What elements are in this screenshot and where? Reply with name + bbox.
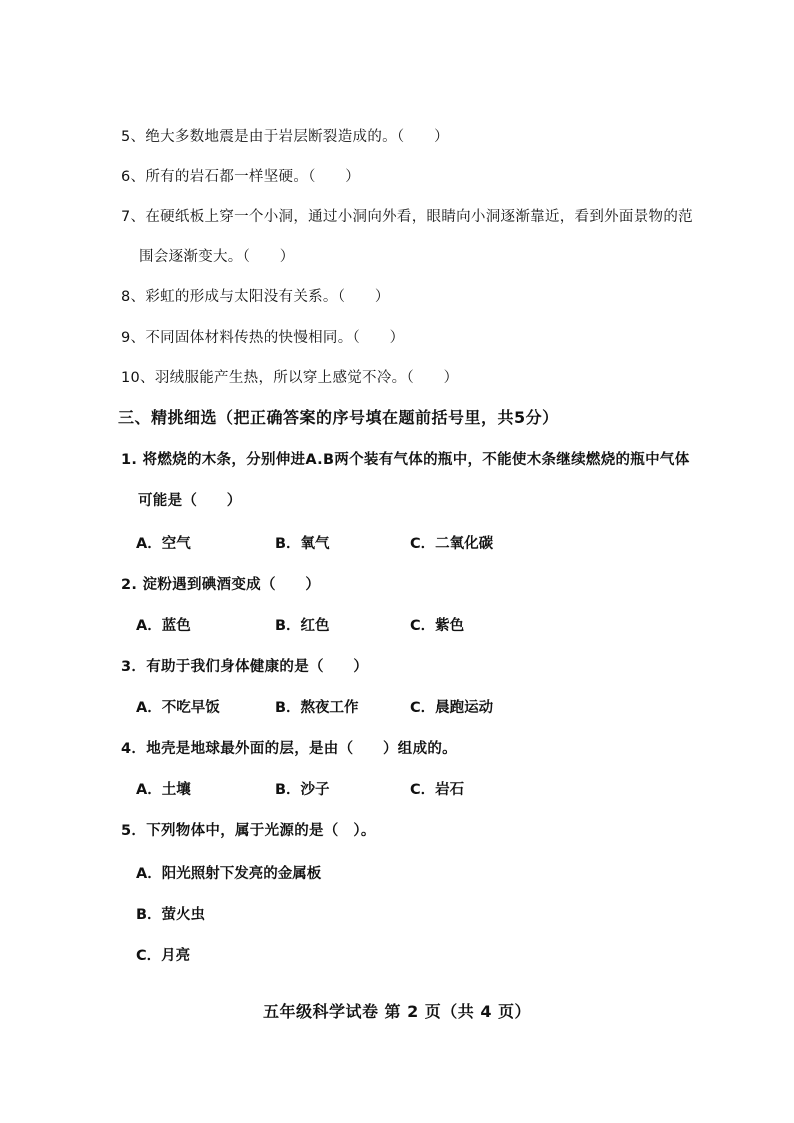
question-1-option-a: A．空气: [136, 536, 191, 552]
question-1-stem-cont: 可能是（ ）: [138, 493, 242, 509]
item-text: 绝大多数地震是由于岩层断裂造成的。（ ）: [145, 129, 449, 145]
question-5-stem: 5．下列物体中，属于光源的是（ ）。: [121, 823, 376, 839]
item-text: 围会逐渐变大。（ ）: [139, 249, 295, 265]
question-5-option-c: C．月亮: [136, 948, 191, 964]
item-text: 所有的岩石都一样坚硬。（ ）: [145, 169, 361, 185]
item-number: 5、: [121, 129, 146, 145]
item-text: 彩虹的形成与太阳没有关系。（ ）: [145, 289, 390, 305]
question-4-option-b: B．沙子: [275, 782, 330, 798]
question-2-option-c: C．紫色: [410, 618, 465, 634]
question-3-stem: 3．有助于我们身体健康的是（ ）: [121, 659, 369, 675]
judgement-item-7: [121, 207, 693, 227]
judgement-item-7-cont: [139, 247, 295, 267]
judgement-item-9: [121, 328, 404, 348]
item-number: 7、: [121, 209, 146, 225]
question-1-option-c: C．二氧化碳: [410, 536, 494, 552]
item-text: 在硬纸板上穿一个小洞，通过小洞向外看，眼睛向小洞逐渐靠近，看到外面景物的范: [145, 209, 693, 225]
question-5-option-b: B．萤火虫: [136, 907, 206, 923]
question-2-stem: 2. 淀粉遇到碘酒变成（ ）: [121, 577, 321, 593]
item-number: 10、: [121, 370, 155, 386]
judgement-item-6: [121, 167, 360, 187]
question-4-option-a: A．土壤: [136, 782, 191, 798]
question-3-option-b: B．熬夜工作: [275, 700, 359, 716]
section-3-heading: 三、精挑细选（把正确答案的序号填在题前括号里，共5分）: [118, 408, 559, 427]
question-1-option-b: B．氧气: [275, 536, 330, 552]
question-2-option-b: B．红色: [275, 618, 330, 634]
item-text: 羽绒服能产生热，所以穿上感觉不冷。（ ）: [154, 370, 459, 386]
page-footer: 五年级科学试卷 第 2 页（共 4 页）: [262, 1002, 532, 1021]
judgement-item-5: [121, 127, 449, 147]
item-number: 9、: [121, 330, 146, 346]
question-5-option-a: A．阳光照射下发亮的金属板: [136, 866, 322, 882]
question-3-option-c: C．晨跑运动: [410, 700, 494, 716]
question-2-option-a: A．蓝色: [136, 618, 191, 634]
item-number: 6、: [121, 169, 146, 185]
judgement-item-8: [121, 287, 390, 307]
question-4-stem: 4．地壳是地球最外面的层，是由（ ）组成的。: [121, 741, 457, 757]
question-1-stem: 1. 将燃烧的木条，分别伸进A.B两个装有气体的瓶中，不能使木条继续燃烧的瓶中气体: [121, 452, 690, 468]
question-4-option-c: C．岩石: [410, 782, 465, 798]
item-number: 8、: [121, 289, 146, 305]
judgement-item-10: [121, 368, 458, 388]
question-3-option-a: A．不吃早饭: [136, 700, 220, 716]
item-text: 不同固体材料传热的快慢相同。（ ）: [145, 330, 405, 346]
